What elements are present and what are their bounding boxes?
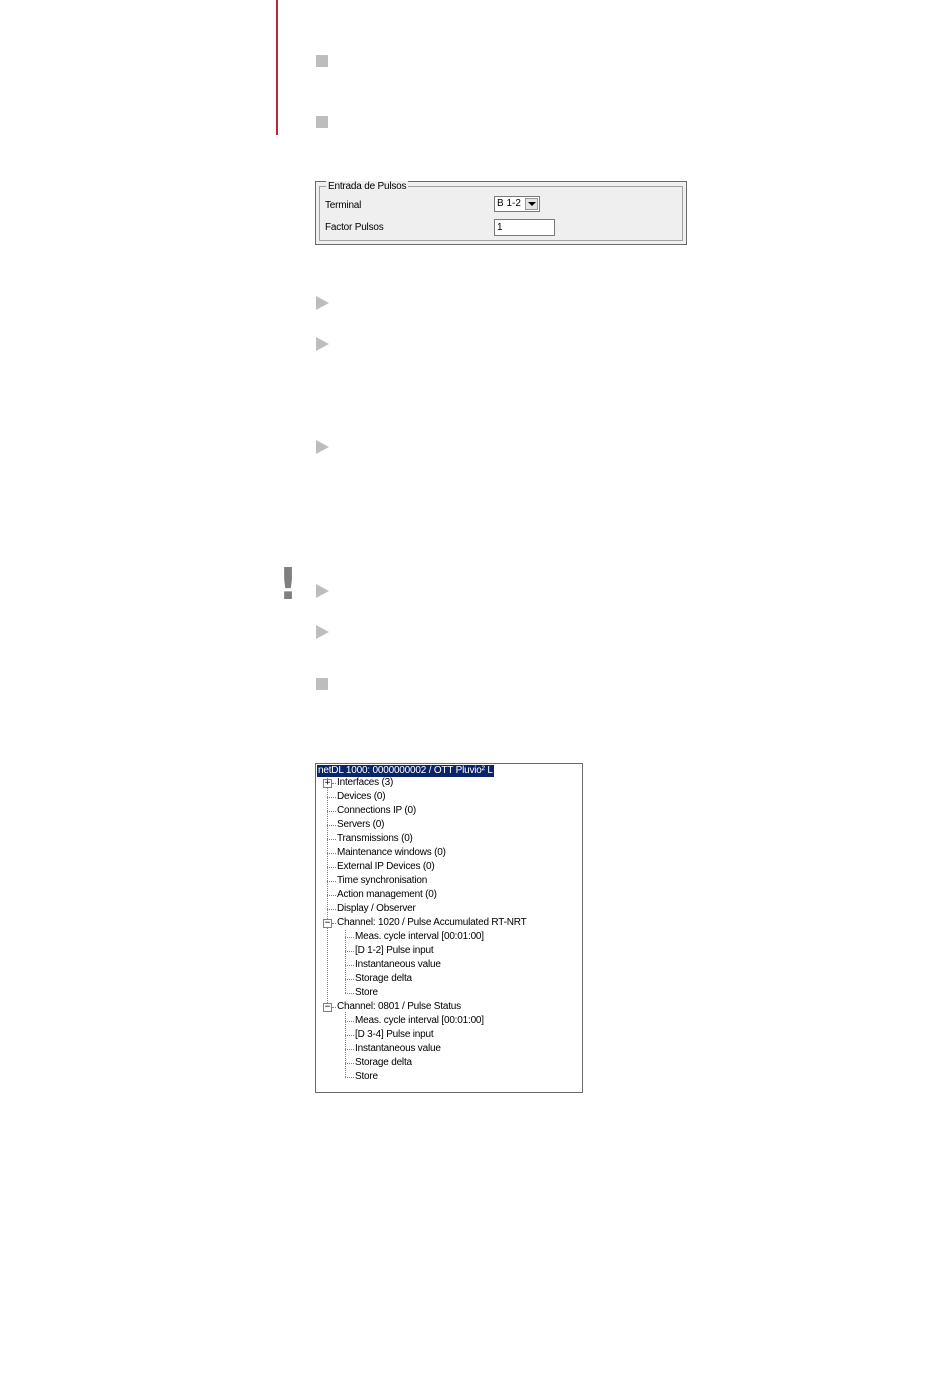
pulse-input-group — [319, 181, 683, 241]
tree-item-instantaneous-value[interactable]: Instantaneous value — [355, 1043, 441, 1054]
tree-item-store[interactable]: Store — [355, 987, 378, 998]
tree-item-meas-cycle[interactable]: Meas. cycle interval [00:01:00] — [355, 931, 484, 942]
tree-item-action-management[interactable]: Action management (0) — [337, 889, 437, 900]
tree-item-servers[interactable]: Servers (0) — [337, 819, 385, 830]
factor-label: Factor Pulsos — [325, 222, 384, 233]
tree-connector — [327, 881, 336, 882]
tree-connector — [327, 839, 336, 840]
tree-item-time-synchronisation[interactable]: Time synchronisation — [337, 875, 428, 886]
tree-item-interfaces[interactable]: Interfaces (3) — [337, 777, 394, 788]
warning-icon: ! — [278, 559, 299, 610]
config-tree[interactable] — [315, 763, 583, 1093]
terminal-select-value: B 1-2 — [497, 198, 521, 209]
group-title: Entrada de Pulsos — [328, 181, 407, 192]
step-square-bullet-3 — [316, 678, 328, 690]
tree-connector — [332, 923, 336, 924]
tree-item-devices[interactable]: Devices (0) — [337, 791, 386, 802]
tree-connector — [327, 778, 328, 1007]
tree-connector — [345, 937, 354, 938]
step-arrow-bullet-4 — [316, 584, 329, 598]
tree-connector — [345, 1049, 354, 1050]
tree-item-store[interactable]: Store — [355, 1071, 378, 1082]
chevron-down-icon — [528, 202, 536, 206]
tree-root-node[interactable]: netDL 1000: 0000000002 / OTT Pluvio² L — [318, 765, 493, 776]
tree-item-storage-delta[interactable]: Storage delta — [355, 973, 412, 984]
step-arrow-bullet-1 — [316, 296, 329, 310]
tree-connector — [345, 965, 354, 966]
tree-connector — [327, 909, 336, 910]
tree-item-instantaneous-value[interactable]: Instantaneous value — [355, 959, 441, 970]
tree-connector — [332, 783, 336, 784]
margin-rule — [276, 0, 278, 135]
collapse-minus-icon[interactable]: − — [324, 1002, 331, 1012]
tree-connector — [345, 1035, 354, 1036]
step-arrow-bullet-2 — [316, 337, 329, 351]
tree-connector — [327, 825, 336, 826]
step-square-bullet-1 — [316, 55, 328, 67]
tree-connector — [327, 853, 336, 854]
tree-item-maintenance-windows[interactable]: Maintenance windows (0) — [337, 847, 446, 858]
tree-item-external-ip-devices[interactable]: External IP Devices (0) — [337, 861, 435, 872]
tree-connector — [327, 867, 336, 868]
step-arrow-bullet-3 — [316, 440, 329, 454]
step-square-bullet-2 — [316, 116, 328, 128]
tree-item-pulse-input[interactable]: [D 3-4] Pulse input — [355, 1029, 434, 1040]
factor-input[interactable]: 1 — [494, 219, 555, 236]
tree-connector — [345, 1021, 354, 1022]
tree-item-display-observer[interactable]: Display / Observer — [337, 903, 416, 914]
tree-connector — [345, 979, 354, 980]
terminal-label: Terminal — [325, 200, 362, 211]
tree-connector — [345, 1063, 354, 1064]
tree-connector — [345, 993, 354, 994]
tree-connector — [332, 1007, 336, 1008]
step-arrow-bullet-5 — [316, 625, 329, 639]
tree-connector — [345, 951, 354, 952]
pulse-input-dialog — [315, 181, 687, 245]
expand-plus-icon[interactable]: + — [324, 778, 331, 788]
tree-connector — [345, 930, 346, 993]
dropdown-button[interactable] — [525, 198, 538, 210]
collapse-minus-icon[interactable]: − — [324, 918, 331, 928]
tree-item-storage-delta[interactable]: Storage delta — [355, 1057, 412, 1068]
tree-item-channel-1020[interactable]: Channel: 1020 / Pulse Accumulated RT-NRT — [337, 917, 527, 928]
tree-connector — [327, 895, 336, 896]
tree-connector — [327, 797, 336, 798]
tree-connector — [345, 1077, 354, 1078]
tree-item-meas-cycle[interactable]: Meas. cycle interval [00:01:00] — [355, 1015, 484, 1026]
tree-item-transmissions[interactable]: Transmissions (0) — [337, 833, 413, 844]
tree-connector — [327, 811, 336, 812]
tree-item-pulse-input[interactable]: [D 1-2] Pulse input — [355, 945, 434, 956]
tree-item-connections-ip[interactable]: Connections IP (0) — [337, 805, 417, 816]
tree-item-channel-0801[interactable]: Channel: 0801 / Pulse Status — [337, 1001, 461, 1012]
terminal-select[interactable] — [494, 196, 540, 212]
